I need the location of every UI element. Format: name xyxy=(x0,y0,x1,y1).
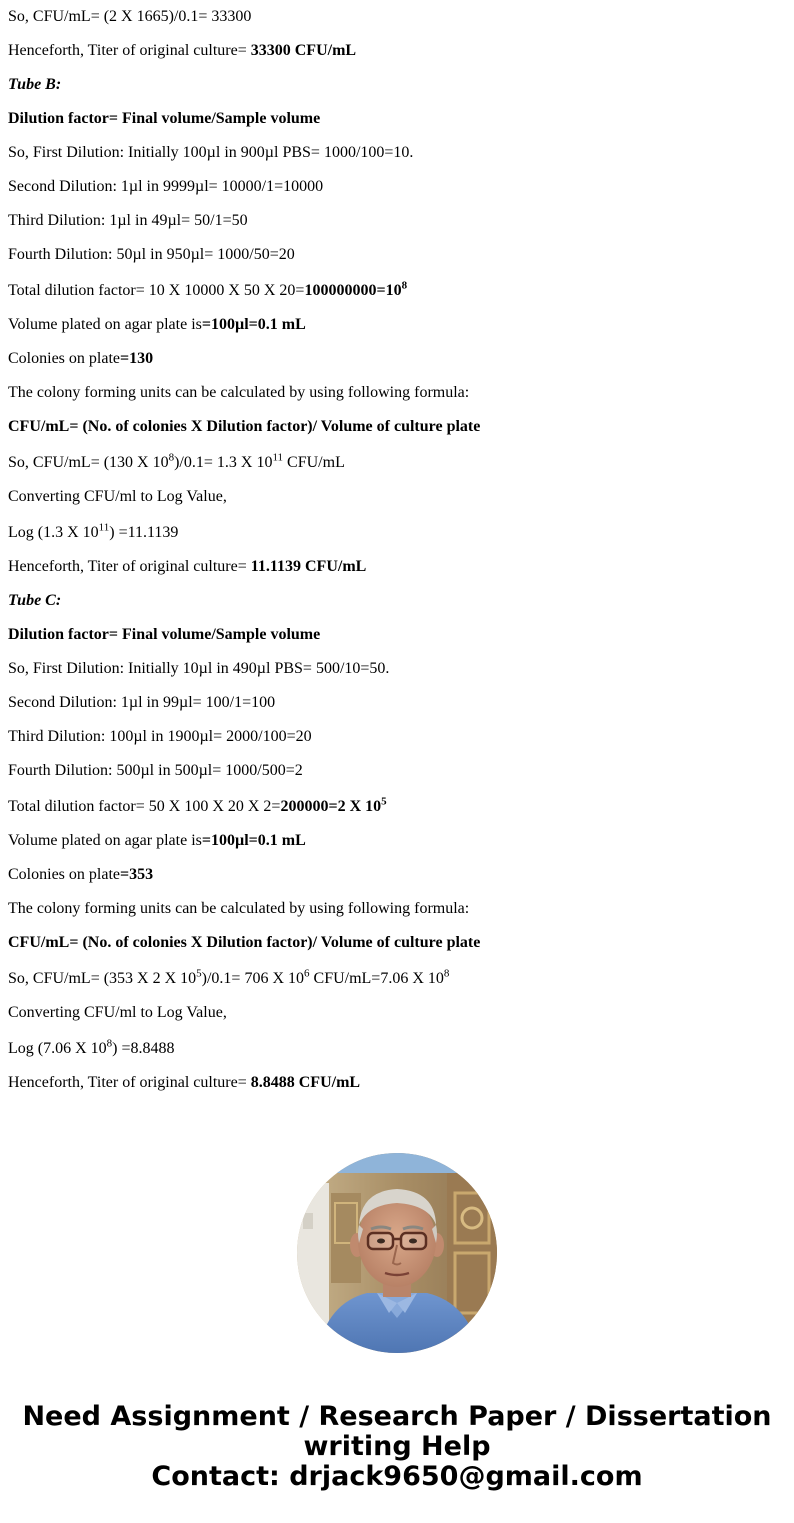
author-avatar xyxy=(297,1153,497,1353)
tube-c-volume-plated: Volume plated on agar plate is=100µl=0.1 mL xyxy=(8,832,306,849)
tube-c-third-dilution: Third Dilution: 100µl in 1900µl= 2000/100=20 xyxy=(8,728,312,745)
tube-c-second-dilution: Second Dilution: 1µl in 99µl= 100/1=100 xyxy=(8,694,276,711)
tube-c-first-dilution: So, First Dilution: Initially 10µl in 490µl PBS= 500/10=50. xyxy=(8,660,390,677)
tube-b-cfu-calculation: So, CFU/mL= (130 X $10^8)/0.1= 1.3$ X $10^{11}$ CFU/mL xyxy=(8,451,345,471)
tube-b-volume-plated: Volume plated on agar plate is=100µl=0.1 mL xyxy=(8,316,306,333)
tube-a-cfu-calculation: So, CFU/mL= (2 X 1665)/0.1= 33300 xyxy=(8,8,252,25)
tube-c-heading: Tube C: xyxy=(8,592,62,609)
tube-c-log-value: Log (7.06 X $10^8) =8.8488$ xyxy=(8,1037,175,1057)
cta-line-2: writing Help xyxy=(303,1431,491,1462)
tube-b-log-value: Log (1.3 X $10^{11}) =11.1139$ xyxy=(8,521,179,541)
cta-contact-email: Contact: drjack9650@gmail.com xyxy=(151,1461,643,1492)
tube-c-cfu-intro: The colony forming units can be calculated by using following formula: xyxy=(8,900,470,917)
tube-c-fourth-dilution: Fourth Dilution: 500µl in 500µl= 1000/500=2 xyxy=(8,762,303,779)
tube-b-convert-log: Converting CFU/ml to Log Value, xyxy=(8,488,227,505)
tube-b-first-dilution: So, First Dilution: Initially 100µl in 900µl PBS= 1000/100=10. xyxy=(8,144,414,161)
tube-a-titer: Henceforth, Titer of original culture= 33300 CFU/mL xyxy=(8,42,357,59)
tube-a-titer-value: 33300 CFU/mL xyxy=(250,42,357,59)
tube-b-colonies: Colonies on plate=130 xyxy=(8,350,154,367)
tube-b-titer: Henceforth, Titer of original culture= 11.1139 CFU/mL xyxy=(8,558,367,575)
help-contact-banner xyxy=(0,1402,794,1492)
tube-c-colonies: Colonies on plate=353 xyxy=(8,866,154,883)
solution-content xyxy=(8,0,788,1100)
tube-b-fourth-dilution: Fourth Dilution: 50µl in 950µl= 1000/50=20 xyxy=(8,246,295,263)
tube-b-cfu-intro: The colony forming units can be calculated by using following formula: xyxy=(8,384,470,401)
tube-c-titer-value: 8.8488 CFU/mL xyxy=(250,1074,361,1091)
tube-b-titer-value: 11.1139 CFU/mL xyxy=(250,558,367,575)
cta-line-1: Need Assignment / Research Paper / Dissertation xyxy=(22,1401,772,1432)
tube-c-cfu-formula: CFU/mL= (No. of colonies X Dilution factor)/ Volume of culture plate xyxy=(8,934,481,951)
tube-c-convert-log: Converting CFU/ml to Log Value, xyxy=(8,1004,227,1021)
tube-b-heading: Tube B: xyxy=(8,76,62,93)
tube-c-cfu-calculation: So, CFU/mL= (353 X 2 X $10^5)/0.1= 706$ X $10^6$ CFU/mL=7.06 X $10^8$ xyxy=(8,967,450,987)
tube-b-cfu-formula: CFU/mL= (No. of colonies X Dilution factor)/ Volume of culture plate xyxy=(8,418,481,435)
tube-c-total-dilution: Total dilution factor= 50 X 100 X 20 X 2=200000=2 X $10^5$ xyxy=(8,795,387,815)
tube-c-dilution-formula: Dilution factor= Final volume/Sample volume xyxy=(8,626,321,643)
tube-b-second-dilution: Second Dilution: 1µl in 9999µl= 10000/1=10000 xyxy=(8,178,324,195)
tube-b-dilution-formula: Dilution factor= Final volume/Sample volume xyxy=(8,110,321,127)
tube-b-total-dilution: Total dilution factor= 10 X 10000 X 50 X $20=100000000=10^8$ xyxy=(8,279,408,299)
tube-c-titer: Henceforth, Titer of original culture= 8.8488 CFU/mL xyxy=(8,1074,361,1091)
tube-b-third-dilution: Third Dilution: 1µl in 49µl= 50/1=50 xyxy=(8,212,248,229)
